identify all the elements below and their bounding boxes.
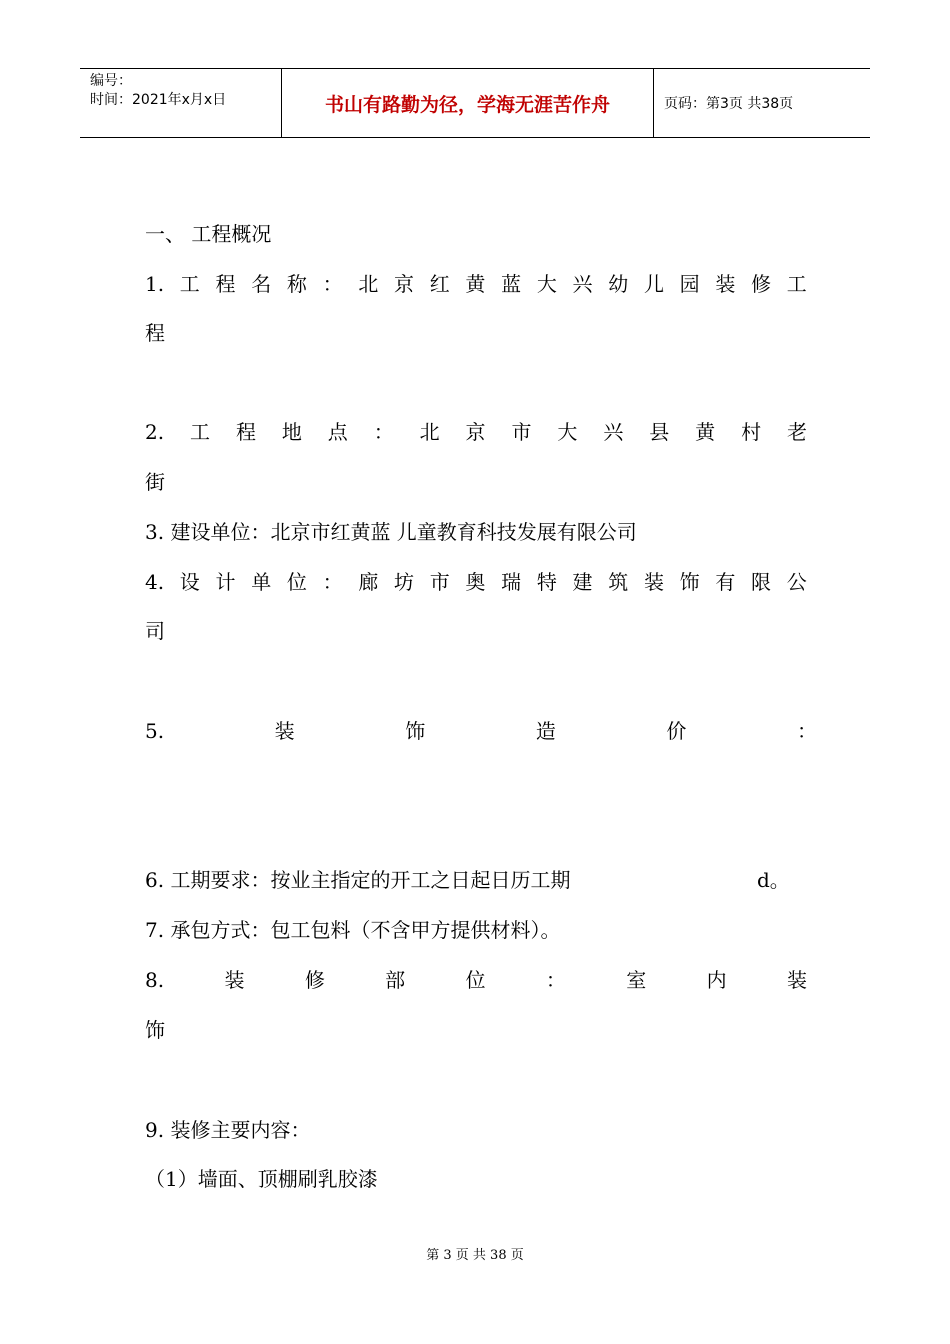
spread-char: 京 [465,420,486,444]
header-page-label: 页码：第3页 共38页 [664,96,794,112]
spread-char: 老 [787,420,807,444]
spread-char: 红 [429,272,450,296]
item-2-line [145,418,807,446]
spread-char: 位 [286,570,307,594]
spread-char: 县 [649,420,670,444]
spread-char: 瑞 [501,570,522,594]
item-1-line [145,270,807,298]
spread-char: 工 [190,420,211,444]
spread-char: ： [373,420,394,444]
spread-char: 特 [536,570,557,594]
spread-char: 程 [235,420,256,444]
spread-char: 价 [666,719,687,743]
item-8-continuation: 饰 [145,1018,165,1042]
spread-char: 筑 [608,570,629,594]
spread-char: 奥 [465,570,486,594]
spread-char: 工 [179,272,200,296]
spread-char: 京 [394,272,415,296]
item-3-line: 3. 建设单位：北京市红黄蓝 儿童教育科技发展有限公司 [145,520,637,544]
spread-char: 园 [679,272,700,296]
spread-char: ： [796,719,817,743]
spread-char: 兴 [603,420,624,444]
spread-char: 1. [145,272,165,296]
spread-char: 地 [281,420,302,444]
spread-char: 单 [251,570,272,594]
spread-char: 点 [327,420,348,444]
header-meta [80,69,282,137]
item-8-line [145,966,807,994]
spread-char: 装 [786,968,807,992]
item-9-line: 9. 装修主要内容： [145,1118,311,1142]
spread-char: 限 [751,570,772,594]
spread-char: 建 [572,570,593,594]
item-6-unit: d。 [757,868,790,892]
spread-char: 廊 [358,570,379,594]
spread-char: 饰 [679,570,700,594]
spread-char: 工 [786,272,807,296]
spread-char: 市 [511,420,532,444]
item-4-line [145,568,807,596]
item-6-line [145,866,807,894]
item-9-sub-1: （1）墙面、顶棚刷乳胶漆 [145,1167,378,1191]
spread-char: 修 [304,968,325,992]
spread-char: ： [322,570,343,594]
spread-char: 名 [251,272,272,296]
spread-char: 黄 [695,420,716,444]
spread-char: 北 [358,272,379,296]
spread-char: 称 [286,272,307,296]
spread-char: 大 [536,272,557,296]
spread-char: 内 [706,968,727,992]
spread-char: 北 [419,420,440,444]
item-5-line [145,717,817,745]
time-label: 时间：2021年x月x日 [90,92,227,108]
spread-char: 修 [751,272,772,296]
spread-char: 大 [557,420,578,444]
spread-char: 计 [215,570,236,594]
spread-char: 黄 [465,272,486,296]
serial-label: 编号： [90,73,132,89]
spread-char: 8. [145,968,165,992]
item-2-continuation: 街 [145,470,165,494]
spread-char: 程 [215,272,236,296]
item-6-text: 6. 工期要求：按业主指定的开工之日起日历工期 [145,868,571,892]
spread-char: 2. [145,420,165,444]
spread-char: 装 [274,719,295,743]
spread-char: 村 [741,420,762,444]
spread-char: 坊 [394,570,415,594]
section-heading: 一、 工程概况 [145,222,272,246]
spread-char: 部 [385,968,406,992]
spread-char: 蓝 [501,272,522,296]
header-motto: 书山有路勤为径，学海无涯苦作舟 [282,69,654,137]
item-7-line: 7. 承包方式：包工包料（不含甲方提供材料）。 [145,918,561,942]
spread-char: 有 [715,570,736,594]
spread-char: 室 [626,968,647,992]
spread-char: 造 [535,719,556,743]
spread-char: 装 [224,968,245,992]
spread-char: 幼 [608,272,629,296]
spread-char: 装 [715,272,736,296]
spread-char: 儿 [643,272,664,296]
spread-char: 饰 [405,719,426,743]
spread-char: ： [545,968,566,992]
spread-char: 位 [465,968,486,992]
page-header [80,68,870,138]
page-footer: 第 3 页 共 38 页 [426,1248,524,1263]
spread-char: 公 [786,570,807,594]
spread-char: 5. [145,719,165,743]
spread-char: 设 [179,570,200,594]
spread-char: 装 [643,570,664,594]
spread-char: 4. [145,570,165,594]
item-1-continuation: 程 [145,321,165,345]
item-4-continuation: 司 [145,619,165,643]
spread-char: ： [322,272,343,296]
spread-char: 兴 [572,272,593,296]
spread-char: 市 [429,570,450,594]
